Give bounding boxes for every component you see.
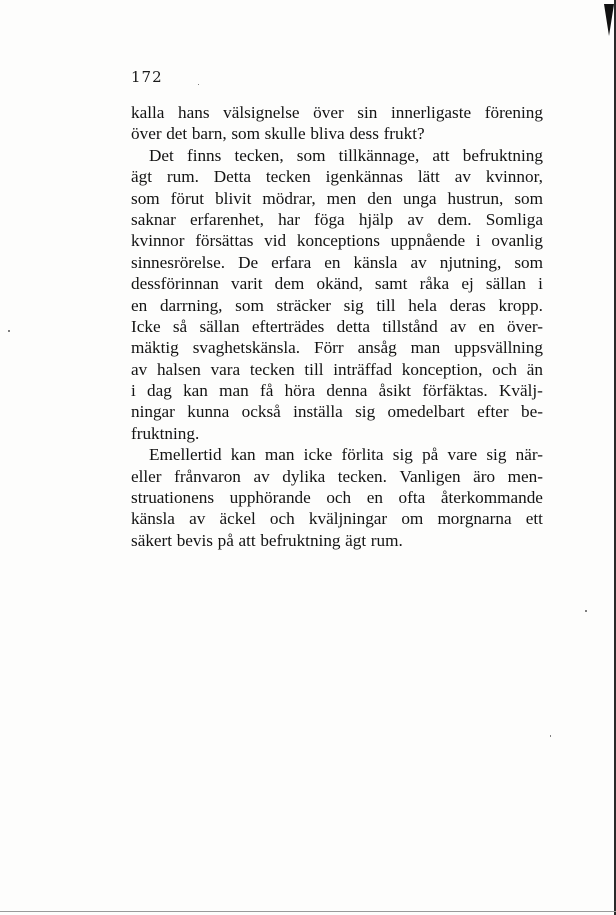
- text-line: eller frånvaron av dylika tecken. Vanligen äro men-: [131, 466, 543, 486]
- scan-speck: [550, 735, 551, 737]
- scan-speck: [198, 84, 199, 85]
- text-line: säkert bevis på att befruktning ägt rum.: [131, 530, 403, 550]
- text-line: en darrning, som sträcker sig till hela deras kropp.: [131, 295, 543, 315]
- corner-scan-mark: [604, 4, 614, 36]
- text-line: som förut blivit mödrar, men den unga hustrun, som: [131, 188, 543, 208]
- text-line: sinnesrörelse. De erfara en känsla av njutning, som: [131, 252, 543, 272]
- scan-speck: [8, 330, 10, 332]
- text-line: ägt rum. Detta tecken igenkännas lätt av kvinnor,: [131, 167, 543, 187]
- bottom-scan-line: [0, 911, 616, 912]
- text-line: saknar erfarenhet, har föga hjälp av dem. Somliga: [131, 209, 543, 229]
- body-text: [131, 102, 543, 551]
- text-line: kalla hans välsignelse över sin innerligaste förening: [131, 103, 543, 122]
- scan-speck: [585, 610, 587, 612]
- text-line: dessförinnan varit dem okänd, samt råka ej sällan i: [131, 274, 543, 294]
- text-line: Det finns tecken, som tillkännage, att befruktning: [149, 145, 543, 165]
- text-line: i dag kan man få höra denna åsikt förfäktas. Kvälj-: [131, 381, 543, 401]
- text-line: kvinnor försättas vid konceptions uppnående i ovanlig: [131, 231, 543, 251]
- text-line: över det barn, som skulle bliva dess frukt?: [131, 124, 425, 144]
- text-line: Icke så sällan efterträdes detta tillstånd av en över-: [131, 316, 543, 336]
- page-number: 172: [131, 68, 163, 86]
- text-line: ningar kunna också inställa sig omedelbart efter be-: [131, 402, 543, 422]
- text-line: Emellertid kan man icke förlita sig på vare sig när-: [149, 445, 543, 465]
- text-line: av halsen vara tecken till inträffad konception, och än: [131, 359, 543, 379]
- text-line: struationens upphörande och en ofta återkommande: [131, 488, 543, 508]
- text-line: fruktning.: [131, 423, 200, 443]
- text-line: mäktig svaghetskänsla. Förr ansåg man uppsvällning: [131, 338, 543, 358]
- text-line: känsla av äckel och kväljningar om morgnarna ett: [131, 509, 543, 529]
